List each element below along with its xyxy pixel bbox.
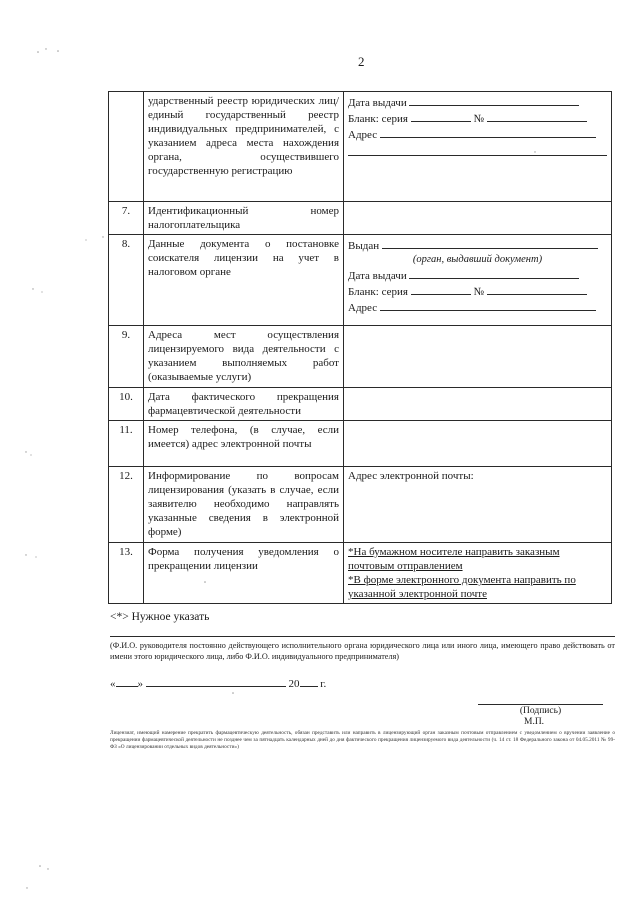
option-electronic[interactable]: *В форме электронного документа направить по указанной электронной почте [348, 574, 576, 600]
open-quote: « [110, 678, 116, 690]
table-row [109, 467, 612, 543]
issued-by-field[interactable] [382, 237, 598, 249]
table-row [109, 202, 612, 235]
row-description: Форма получения уведомления о прекращении лицензии [144, 543, 344, 604]
row-number: 10. [109, 388, 144, 421]
footnote: <*> Нужное указать [110, 611, 210, 623]
year-suffix: г. [320, 678, 327, 690]
address-label: Адрес [348, 129, 378, 141]
row-number: 8. [109, 235, 144, 326]
activity-addresses-field[interactable] [344, 326, 612, 388]
stamp-place: М.П. [524, 717, 545, 727]
row-description: Идентификационный номер налогоплательщика [144, 202, 344, 235]
row-description: Номер телефона, (в случае, если имеется) адрес электронной почты [144, 421, 344, 467]
taxpayer-id-field[interactable] [344, 202, 612, 235]
issue-date-field[interactable] [409, 94, 579, 106]
notification-email-field[interactable] [344, 467, 612, 543]
close-quote: » [137, 678, 143, 690]
signature-caption: (Подпись) [519, 706, 562, 716]
issuer-hint: (орган, выдавший документ) [412, 254, 543, 265]
row-number: 12. [109, 467, 144, 543]
email-label: Адрес электронной почты: [348, 470, 474, 482]
row-description: Информирование по вопросам лицензирования (указать в случае, если заявителю необходимо направлять указанные сведения в электронной форме) [144, 467, 344, 543]
issue-date-label: Дата выдачи [348, 97, 407, 109]
table-row [109, 326, 612, 388]
table-row [109, 92, 612, 202]
form-series-label: Бланк: серия [348, 113, 408, 125]
form-series-label: Бланк: серия [348, 286, 408, 298]
termination-date-field[interactable] [344, 388, 612, 421]
row-description: Адреса мест осуществления лицензируемого вида деятельности с указанием выполняемых работ (оказываемые услуги) [144, 326, 344, 388]
row-description: ударственный реестр юридических лиц/единый государственный реестр индивидуальных предпринимателей, с указанием адреса места нахождения органа, осуществившего государственную регистрацию [144, 92, 344, 202]
address-field[interactable] [380, 299, 596, 311]
year-field[interactable] [300, 676, 318, 687]
table-row [109, 421, 612, 467]
day-field[interactable] [116, 676, 138, 687]
issued-by-label: Выдан [348, 240, 380, 252]
row-description: Дата фактического прекращения фармацевтической деятельности [144, 388, 344, 421]
row-number: 7. [109, 202, 144, 235]
number-sign-label: № [473, 113, 484, 125]
form-number-field[interactable] [487, 110, 587, 122]
address-field-continued[interactable] [348, 142, 607, 156]
signature-date [110, 676, 326, 690]
issue-date-field[interactable] [409, 267, 579, 279]
form-series-field[interactable] [411, 110, 471, 122]
row-number: 11. [109, 421, 144, 467]
license-termination-form-table [108, 91, 612, 604]
fio-caption: (Ф.И.О. руководителя постоянно действующего исполнительного органа юридического лица или иного лица, имеющего право действовать от имени этого юридического лица, либо Ф.И.О. индивидуального предпринимателя) [110, 641, 615, 661]
table-row [109, 235, 612, 326]
table-row [109, 543, 612, 604]
bottom-note: Лицензиат, имеющий намерение прекратить фармацевтическую деятельность, обязан представить или направить в лицензирующий орган заказным почтовым отправлением с уведомлением о вручении заявление о прекращении фармацевтической деятельности не позднее чем за пятнадцать календарных дней до дня фактического прекращения лицензируемого вида деятельности (ч. 14 ст. 18 Федерального закона от 04.05.2011 № 99-ФЗ «О лицензировании отдельных видов деятельности») [110, 730, 615, 750]
delivery-options [344, 543, 612, 604]
row-number: 13. [109, 543, 144, 604]
fio-field[interactable] [110, 636, 615, 637]
form-number-field[interactable] [487, 283, 587, 295]
address-label: Адрес [348, 302, 378, 314]
row-number [109, 92, 144, 202]
form-series-field[interactable] [411, 283, 471, 295]
month-field[interactable] [146, 676, 286, 687]
registration-fields [344, 92, 612, 202]
option-paper-mail[interactable]: *На бумажном носителе направить заказным почтовым отправлением [348, 546, 560, 572]
issue-date-label: Дата выдачи [348, 270, 407, 282]
phone-email-field[interactable] [344, 421, 612, 467]
row-description: Данные документа о постановке соискателя лицензии на учет в налоговом органе [144, 235, 344, 326]
signature-field[interactable] [478, 704, 603, 705]
year-prefix: 20 [288, 678, 300, 690]
page-number: 2 [358, 54, 365, 69]
address-field[interactable] [380, 126, 596, 138]
table-row [109, 388, 612, 421]
number-sign-label: № [473, 286, 484, 298]
row-number: 9. [109, 326, 144, 388]
tax-registration-fields [344, 235, 612, 326]
